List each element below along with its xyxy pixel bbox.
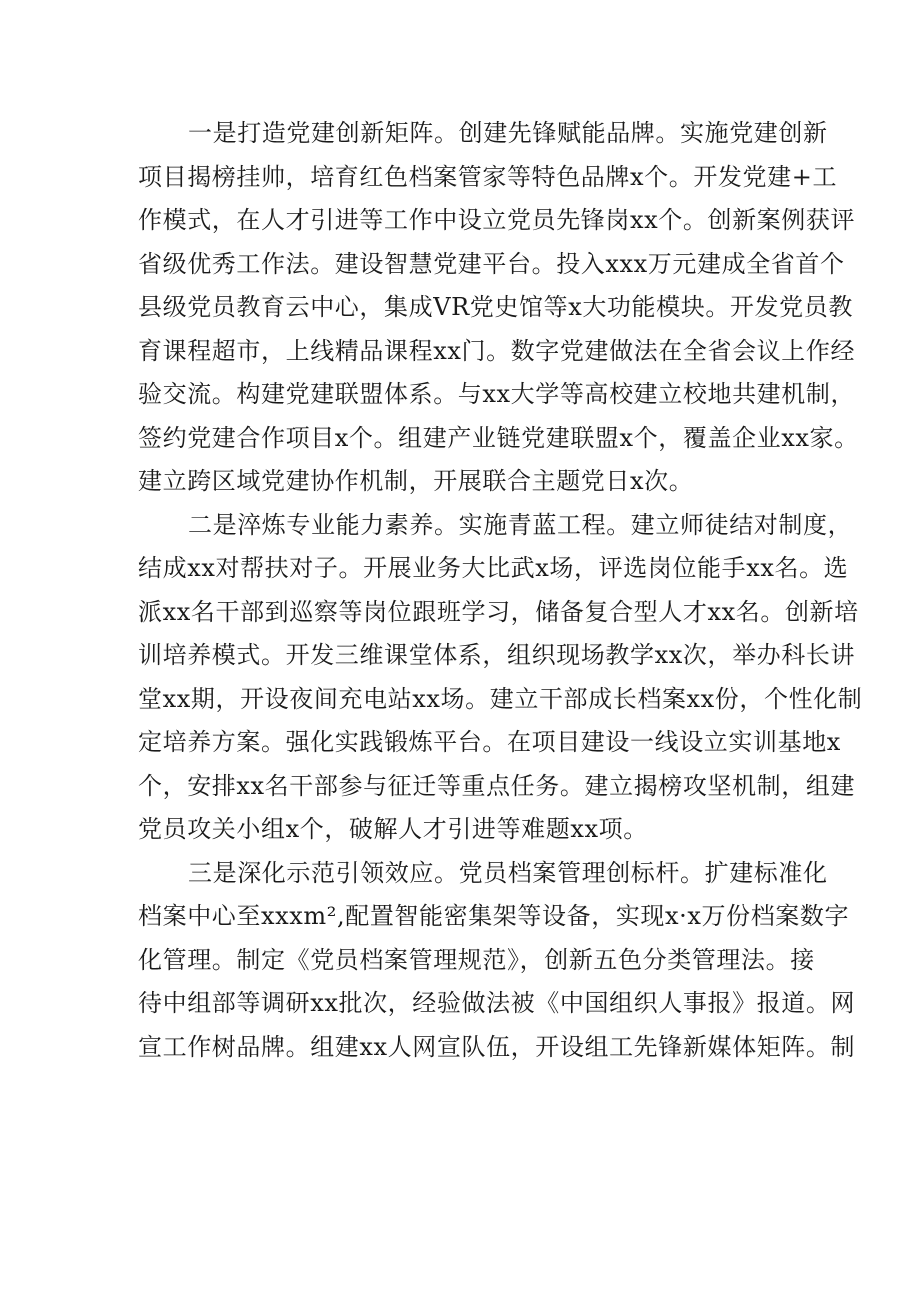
paragraph-line: 待中组部等调研xx批次，经验做法被《中国组织人事报》报道。网 [138, 989, 856, 1017]
paragraph-line: 结成xx对帮扶对子。开展业务大比武x场，评选岗位能手xx名。选 [138, 554, 849, 582]
paragraph-2 [138, 504, 863, 852]
paragraph-line: 作模式，在人才引进等工作中设立党员先锋岗xx个。创新案例获评 [138, 206, 856, 234]
paragraph-line: 育课程超市，上线精品课程xx门。数字党建做法在全省会议上作经 [138, 336, 856, 365]
paragraph-line: 派xx名干部到巡察等岗位跟班学习，储备复合型人才xx名。创新培 [138, 597, 859, 626]
paragraph-3 [138, 852, 856, 1070]
paragraph-line: 宣工作树品牌。组建xx人网宣队伍，开设组工先锋新媒体矩阵。制 [138, 1032, 856, 1061]
document-body [138, 112, 863, 1069]
paragraph-line: 个，安排xx名干部参与征迁等重点任务。建立揭榜攻坚机制，组建 [138, 771, 856, 800]
paragraph-line: 堂xx期，开设夜间充电站xx场。建立干部成长档案xx份，个性化制 [138, 684, 863, 713]
paragraph-line: 二是淬炼专业能力素养。实施青蓝工程。建立师徒结对制度， [188, 510, 853, 539]
paragraph-line: 训培养模式。开发三维课堂体系，组织现场教学xx次，举办科长讲 [138, 641, 856, 669]
paragraph-line: 定培养方案。强化实践锻炼平台。在项目建设一线设立实训基地x [138, 728, 841, 756]
paragraph-line: 建立跨区域党建协作机制，开展联合主题党日x次。 [138, 467, 694, 495]
paragraph-line: 三是深化示范引领效应。党员档案管理创标杆。扩建标准化 [188, 858, 828, 887]
paragraph-line: 档案中心至xxxm²,配置智能密集架等设备，实现x·x万份档案数字 [138, 902, 850, 930]
paragraph-line: 验交流。构建党建联盟体系。与xx大学等高校建立校地共建机制， [138, 380, 856, 408]
paragraph-1 [138, 112, 859, 504]
paragraph-line: 签约党建合作项目x个。组建产业链党建联盟x个，覆盖企业xx家。 [138, 423, 859, 452]
paragraph-line: 化管理。制定《党员档案管理规范》，创新五色分类管理法。接 [138, 945, 815, 974]
paragraph-line: 省级优秀工作法。建设智慧党建平台。投入xxx万元建成全省首个 [138, 249, 845, 278]
paragraph-line: 县级党员教育云中心，集成VR党史馆等x大功能模块。开发党员教 [138, 293, 853, 321]
paragraph-line: 项目揭榜挂帅，培育红色档案管家等特色品牌x个。开发党建+工 [138, 162, 838, 191]
paragraph-line: 一是打造党建创新矩阵。创建先锋赋能品牌。实施党建创新 [188, 119, 828, 147]
paragraph-line: 党员攻关小组x个，破解人才引进等难题xx项。 [138, 815, 648, 843]
